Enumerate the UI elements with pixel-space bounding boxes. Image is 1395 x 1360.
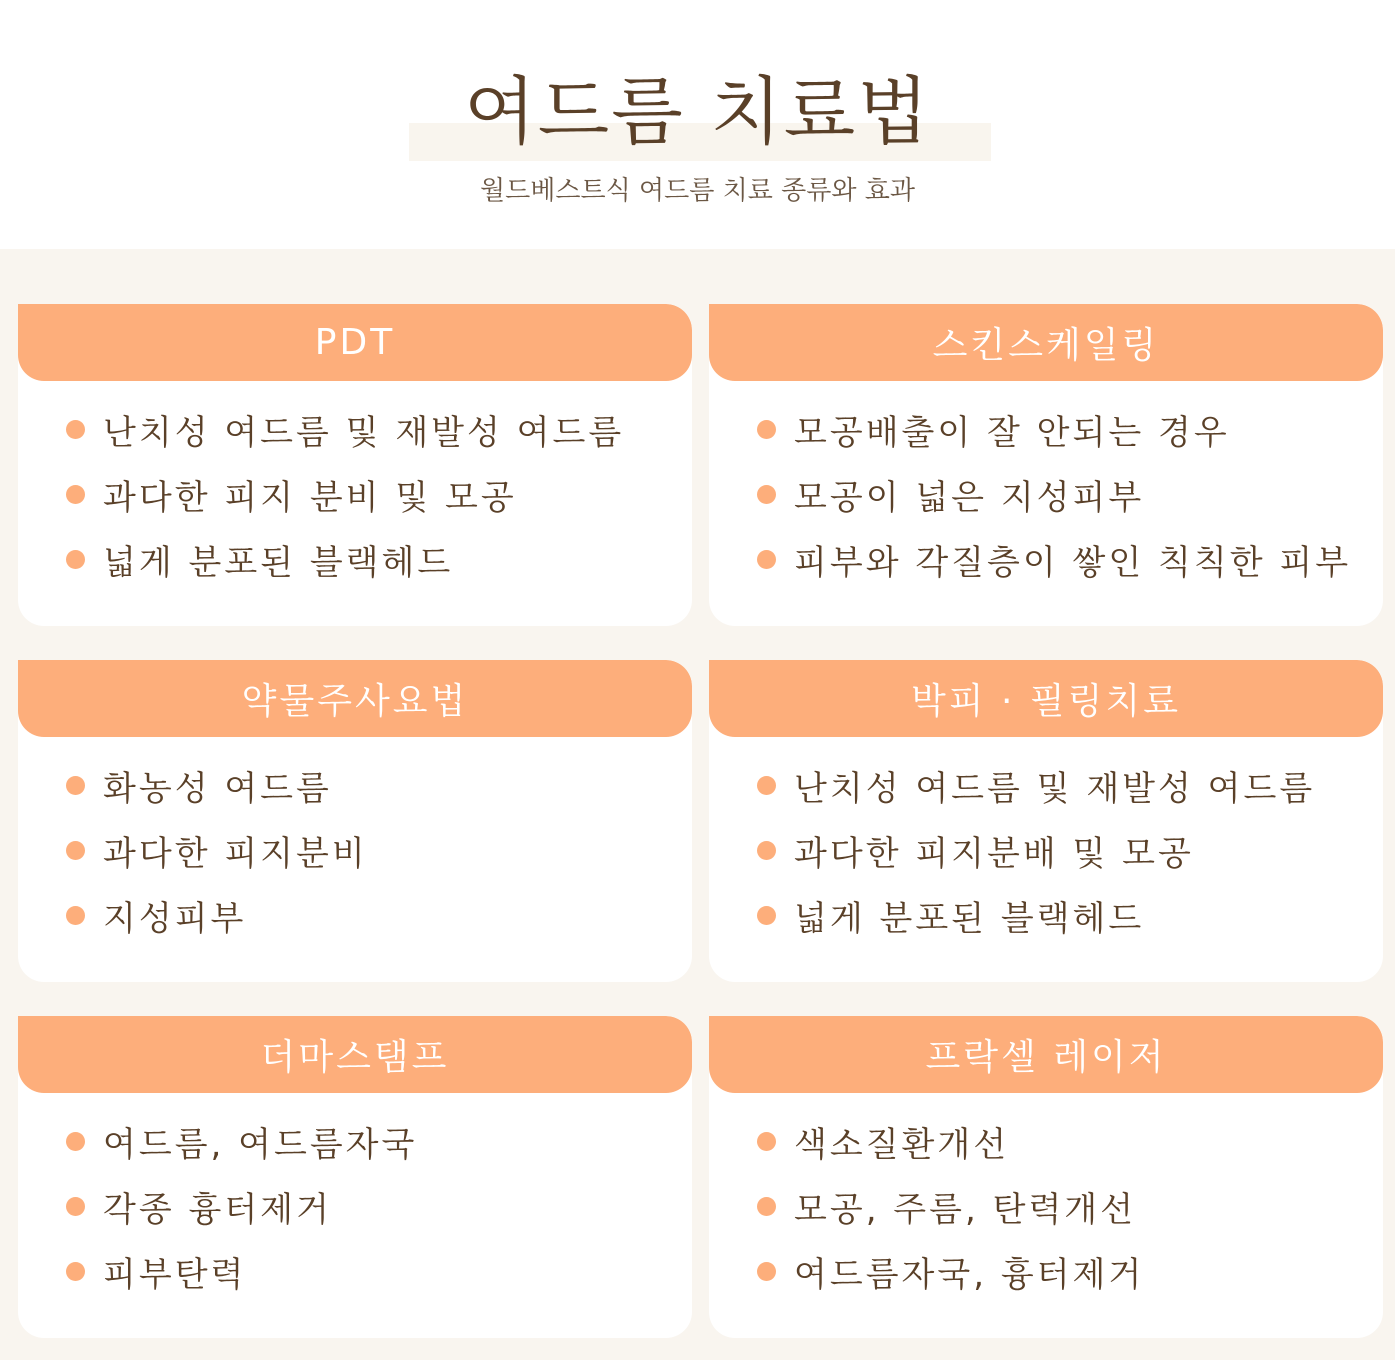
bullet-icon — [66, 1262, 85, 1281]
list-item — [757, 527, 1383, 592]
card-header — [18, 660, 692, 737]
list-item — [66, 397, 692, 462]
item-text: 난치성 여드름 및 재발성 여드름 — [103, 413, 625, 453]
page-title: 여드름 치료법 — [464, 69, 931, 155]
bullet-icon — [757, 776, 776, 795]
card-list — [18, 737, 692, 948]
list-item — [757, 883, 1383, 948]
list-item — [66, 753, 692, 818]
list-item — [757, 753, 1383, 818]
list-item — [757, 818, 1383, 883]
treatment-card-peeling — [709, 660, 1383, 982]
item-text: 넓게 분포된 블랙헤드 — [794, 899, 1145, 939]
bullet-icon — [757, 841, 776, 860]
bullet-icon — [66, 485, 85, 504]
item-text: 과다한 피지분배 및 모공 — [794, 834, 1194, 874]
bullet-icon — [66, 1132, 85, 1151]
list-item — [757, 1239, 1383, 1304]
list-item — [757, 1109, 1383, 1174]
list-item — [66, 883, 692, 948]
item-text: 난치성 여드름 및 재발성 여드름 — [794, 769, 1316, 809]
card-header — [18, 304, 692, 381]
treatment-card-pdt — [18, 304, 692, 626]
list-item — [66, 1239, 692, 1304]
item-text: 과다한 피지 분비 및 모공 — [103, 478, 517, 518]
list-item — [66, 818, 692, 883]
bullet-icon — [66, 1197, 85, 1216]
bullet-icon — [757, 906, 776, 925]
bullet-icon — [757, 550, 776, 569]
item-text: 넓게 분포된 블랙헤드 — [103, 543, 454, 583]
bullet-icon — [66, 906, 85, 925]
bullet-icon — [757, 1262, 776, 1281]
card-title: 더마스탬프 — [260, 1037, 450, 1078]
bullet-icon — [66, 841, 85, 860]
card-title: 스킨스케일링 — [932, 325, 1160, 366]
list-item — [757, 1174, 1383, 1239]
treatment-card-skin-scaling — [709, 304, 1383, 626]
bullet-icon — [66, 550, 85, 569]
list-item — [66, 1174, 692, 1239]
list-item — [757, 462, 1383, 527]
treatment-card-fraxel-laser — [709, 1016, 1383, 1338]
page-subtitle: 월드베스트식 여드름 치료 종류와 효과 — [480, 176, 915, 206]
item-text: 화농성 여드름 — [103, 769, 332, 809]
bullet-icon — [66, 420, 85, 439]
card-list — [709, 1093, 1383, 1304]
page-header — [0, 0, 1395, 249]
treatment-card-derma-stamp — [18, 1016, 692, 1338]
item-text: 지성피부 — [103, 899, 247, 939]
bullet-icon — [757, 420, 776, 439]
item-text: 모공배출이 잘 안되는 경우 — [794, 413, 1230, 453]
list-item — [757, 397, 1383, 462]
item-text: 여드름자국, 흉터제거 — [794, 1255, 1145, 1295]
item-text: 과다한 피지분비 — [103, 834, 368, 874]
list-item — [66, 462, 692, 527]
card-title: 약물주사요법 — [241, 681, 469, 722]
item-text: 피부탄력 — [103, 1255, 247, 1295]
card-title: 프락셀 레이저 — [925, 1037, 1167, 1078]
card-title: 박피 · 필링치료 — [911, 681, 1181, 722]
card-title: PDT — [314, 322, 396, 363]
bullet-icon — [757, 1197, 776, 1216]
card-header — [709, 660, 1383, 737]
bullet-icon — [757, 1132, 776, 1151]
list-item — [66, 527, 692, 592]
bullet-icon — [66, 776, 85, 795]
treatment-card-injection — [18, 660, 692, 982]
card-header — [709, 1016, 1383, 1093]
card-list — [709, 381, 1383, 592]
item-text: 각종 흉터제거 — [103, 1190, 332, 1230]
item-text: 모공, 주름, 탄력개선 — [794, 1190, 1136, 1230]
card-header — [709, 304, 1383, 381]
bullet-icon — [757, 485, 776, 504]
card-list — [18, 381, 692, 592]
item-text: 피부와 각질층이 쌓인 칙칙한 피부 — [794, 543, 1352, 583]
card-list — [709, 737, 1383, 948]
card-list — [18, 1093, 692, 1304]
item-text: 여드름, 여드름자국 — [103, 1125, 418, 1165]
item-text: 색소질환개선 — [794, 1125, 1010, 1165]
card-header — [18, 1016, 692, 1093]
list-item — [66, 1109, 692, 1174]
item-text: 모공이 넓은 지성피부 — [794, 478, 1145, 518]
